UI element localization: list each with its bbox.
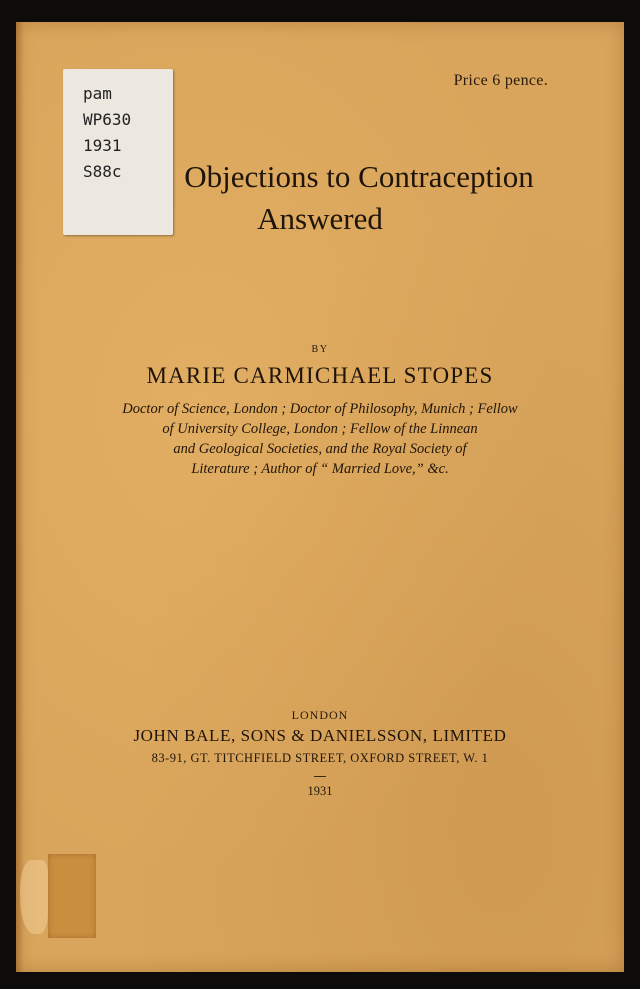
pamphlet-cover: [16, 22, 624, 972]
price-label: Price 6 pence.: [453, 72, 548, 89]
title-line-1: Objections to Contraception: [184, 159, 534, 194]
credentials-line: and Geological Societies, and the Royal Society of: [173, 441, 467, 457]
call-number-line: 1931: [83, 136, 122, 155]
call-number-line: pam: [83, 84, 112, 103]
document-title: [16, 156, 624, 240]
credentials-line: of University College, London ; Fellow of the Linnean: [162, 421, 478, 437]
call-number-line: WP630: [83, 110, 132, 129]
credentials-line: Doctor of Science, London ; Doctor of Philosophy, Munich ; Fellow: [122, 401, 518, 417]
author-name: MARIE CARMICHAEL STOPES: [146, 363, 494, 388]
divider-rule: [314, 776, 326, 777]
title-line-2: Answered: [257, 201, 383, 236]
tape-residue: [48, 854, 96, 938]
publication-year: 1931: [307, 784, 333, 798]
publisher-name: JOHN BALE, SONS & DANIELSSON, LIMITED: [133, 726, 507, 745]
publisher-address: 83-91, GT. TITCHFIELD STREET, OXFORD STREET, W. 1: [151, 751, 489, 765]
by-label: BY: [311, 344, 329, 355]
credentials-line: Literature ; Author of “ Married Love,” &c.: [191, 461, 449, 477]
call-number-line: S88c: [83, 162, 122, 181]
author-credentials: [100, 399, 540, 479]
publication-place: LONDON: [291, 708, 349, 722]
paper-wear-mark: [20, 860, 48, 934]
